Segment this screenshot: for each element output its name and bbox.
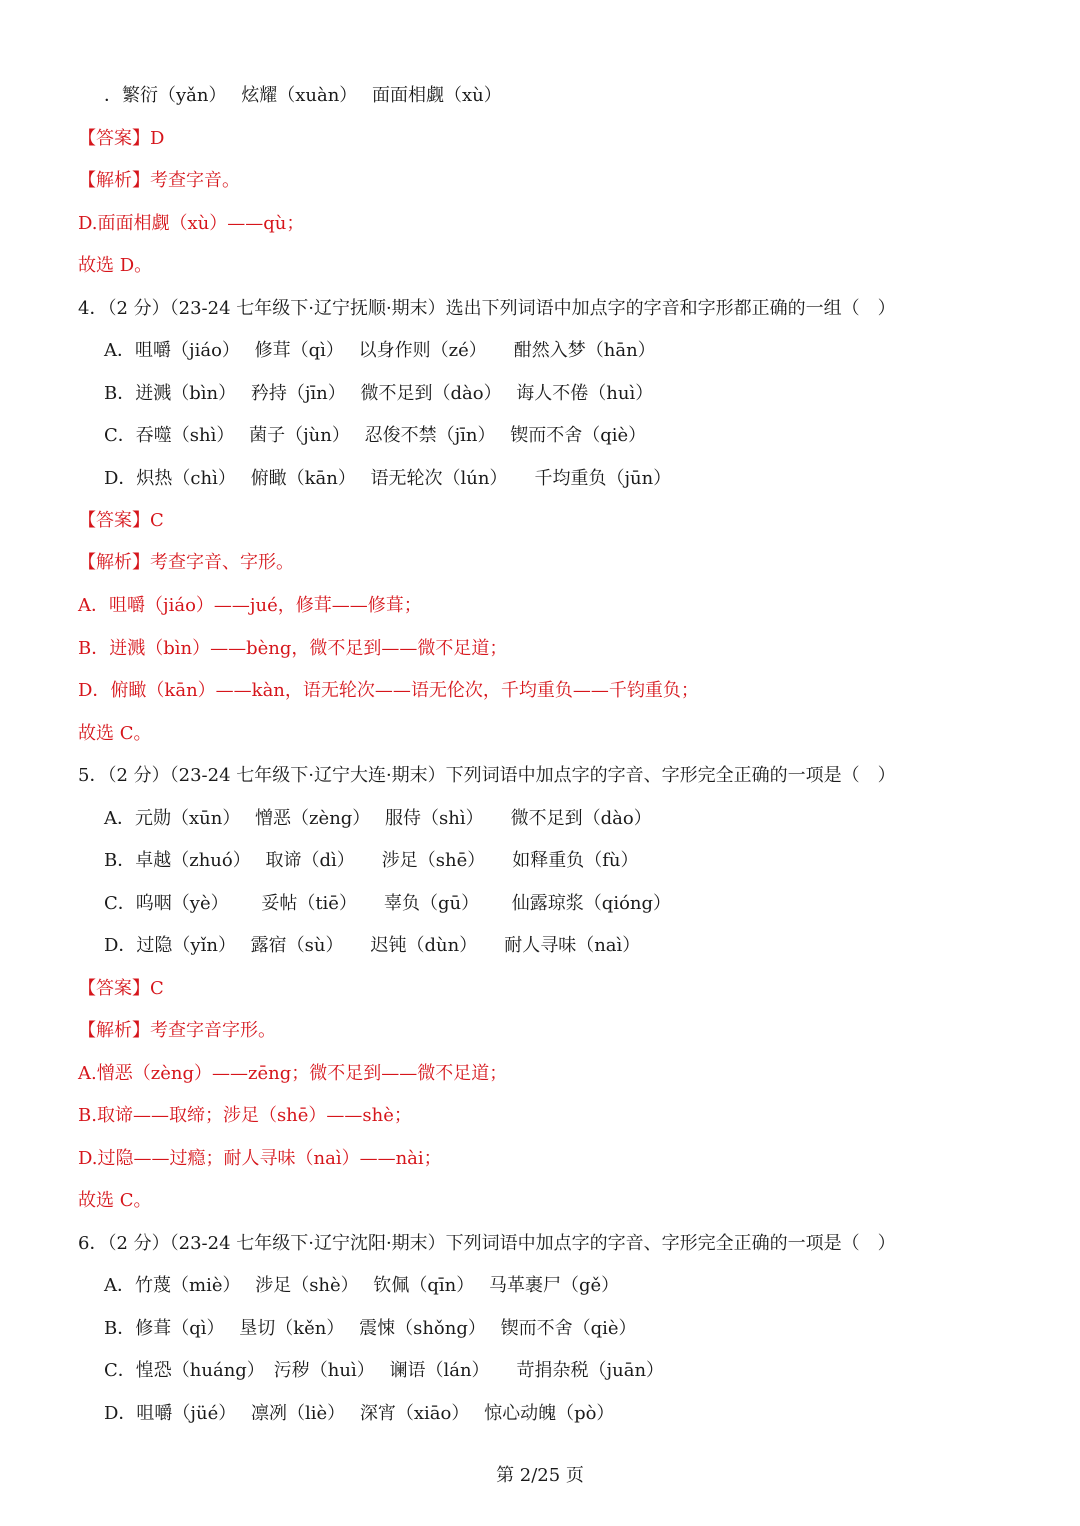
analysis-label: 【解析】	[78, 1020, 150, 1041]
analysis-value: 考查字音。	[150, 170, 240, 191]
page-number: 第 2/25 页	[496, 1465, 584, 1486]
q4-option-a: A．咀嚼（jiáo） 修茸（qì） 以身作则（zé） 酣然入梦（hān）	[104, 340, 656, 361]
question-4: 4．（2 分）（23-24 七年级下·辽宁抚顺·期末）选出下列词语中加点字的字音和字形都正确的一组（ ）	[78, 298, 896, 319]
answer-line	[78, 505, 164, 537]
q6-option-b: B．修葺（qì） 垦切（kěn） 震悚（shǒng） 锲而不舍（qiè）	[104, 1318, 637, 1339]
analysis-line	[78, 1015, 276, 1047]
q5-option-a: A．元勋（xūn） 憎恶（zèng） 服侍（shì） 微不足到（dào）	[104, 808, 652, 829]
option-line: ．繁衍（yǎn） 炫耀（xuàn） 面面相觑（xù）	[104, 85, 502, 106]
analysis-line	[78, 165, 240, 197]
conclusion-line: 故选 C。	[78, 1190, 152, 1211]
explanation-line: D.过隐——过瘾；耐人寻味（naì）——nài；	[78, 1148, 442, 1169]
q4-option-b: B．迸溅（bìn） 矜持（jīn） 微不足到（dào） 诲人不倦（huì）	[104, 383, 654, 404]
q5-option-b: B．卓越（zhuó） 取谛（dì） 涉足（shē） 如释重负（fù）	[104, 850, 639, 871]
answer-label: 【答案】	[78, 128, 150, 149]
q6-option-c: C．惶恐（huáng） 污秽（huì） 谰语（lán） 苛捐杂税（juān）	[104, 1360, 665, 1381]
analysis-value: 考查字音字形。	[150, 1020, 276, 1041]
explanation-line: B．迸溅（bìn）——bèng，微不足到——微不足道；	[78, 638, 508, 659]
explanation-line: D．俯瞰（kān）——kàn，语无轮次——语无伦次，千均重负——千钧重负；	[78, 680, 699, 701]
q4-option-d: D．炽热（chì） 俯瞰（kān） 语无轮次（lún） 千均重负（jūn）	[104, 468, 672, 489]
answer-label: 【答案】	[78, 978, 150, 999]
explanation-line: A.憎恶（zèng）——zēng；微不足到——微不足道；	[78, 1063, 508, 1084]
question-5: 5．（2 分）（23-24 七年级下·辽宁大连·期末）下列词语中加点字的字音、字形完全正确的一项是（ ）	[78, 765, 896, 786]
q6-option-a: A．竹蔑（miè） 涉足（shè） 钦佩（qīn） 马革裹尸（gě）	[104, 1275, 620, 1296]
answer-label: 【答案】	[78, 510, 150, 531]
analysis-line	[78, 547, 294, 579]
analysis-label: 【解析】	[78, 170, 150, 191]
analysis-value: 考查字音、字形。	[150, 552, 294, 573]
q5-option-d: D．过隐（yǐn） 露宿（sù） 迟钝（dùn） 耐人寻味（naì）	[104, 935, 641, 956]
answer-line	[78, 973, 164, 1005]
conclusion-line: 故选 C。	[78, 723, 152, 744]
answer-value: C	[150, 978, 164, 999]
answer-line	[78, 123, 164, 155]
analysis-label: 【解析】	[78, 552, 150, 573]
answer-value: C	[150, 510, 164, 531]
explanation-line: B.取谛——取缔；涉足（shē）——shè；	[78, 1105, 412, 1126]
explanation-line: D.面面相觑（xù）——qù；	[78, 213, 305, 234]
question-6: 6．（2 分）（23-24 七年级下·辽宁沈阳·期末）下列词语中加点字的字音、字形完全正确的一项是（ ）	[78, 1233, 896, 1254]
explanation-line: A．咀嚼（jiáo）——jué，修茸——修葺；	[78, 595, 422, 616]
conclusion-line: 故选 D。	[78, 255, 153, 276]
q5-option-c: C．呜咽（yè） 妥帖（tiē） 辜负（gū） 仙露琼浆（qióng）	[104, 893, 672, 914]
answer-value: D	[150, 128, 165, 149]
q6-option-d: D．咀嚼（jüé） 凛冽（liè） 深宵（xiāo） 惊心动魄（pò）	[104, 1403, 615, 1424]
q4-option-c: C．吞噬（shì） 菌子（jùn） 忍俊不禁（jīn） 锲而不舍（qiè）	[104, 425, 647, 446]
